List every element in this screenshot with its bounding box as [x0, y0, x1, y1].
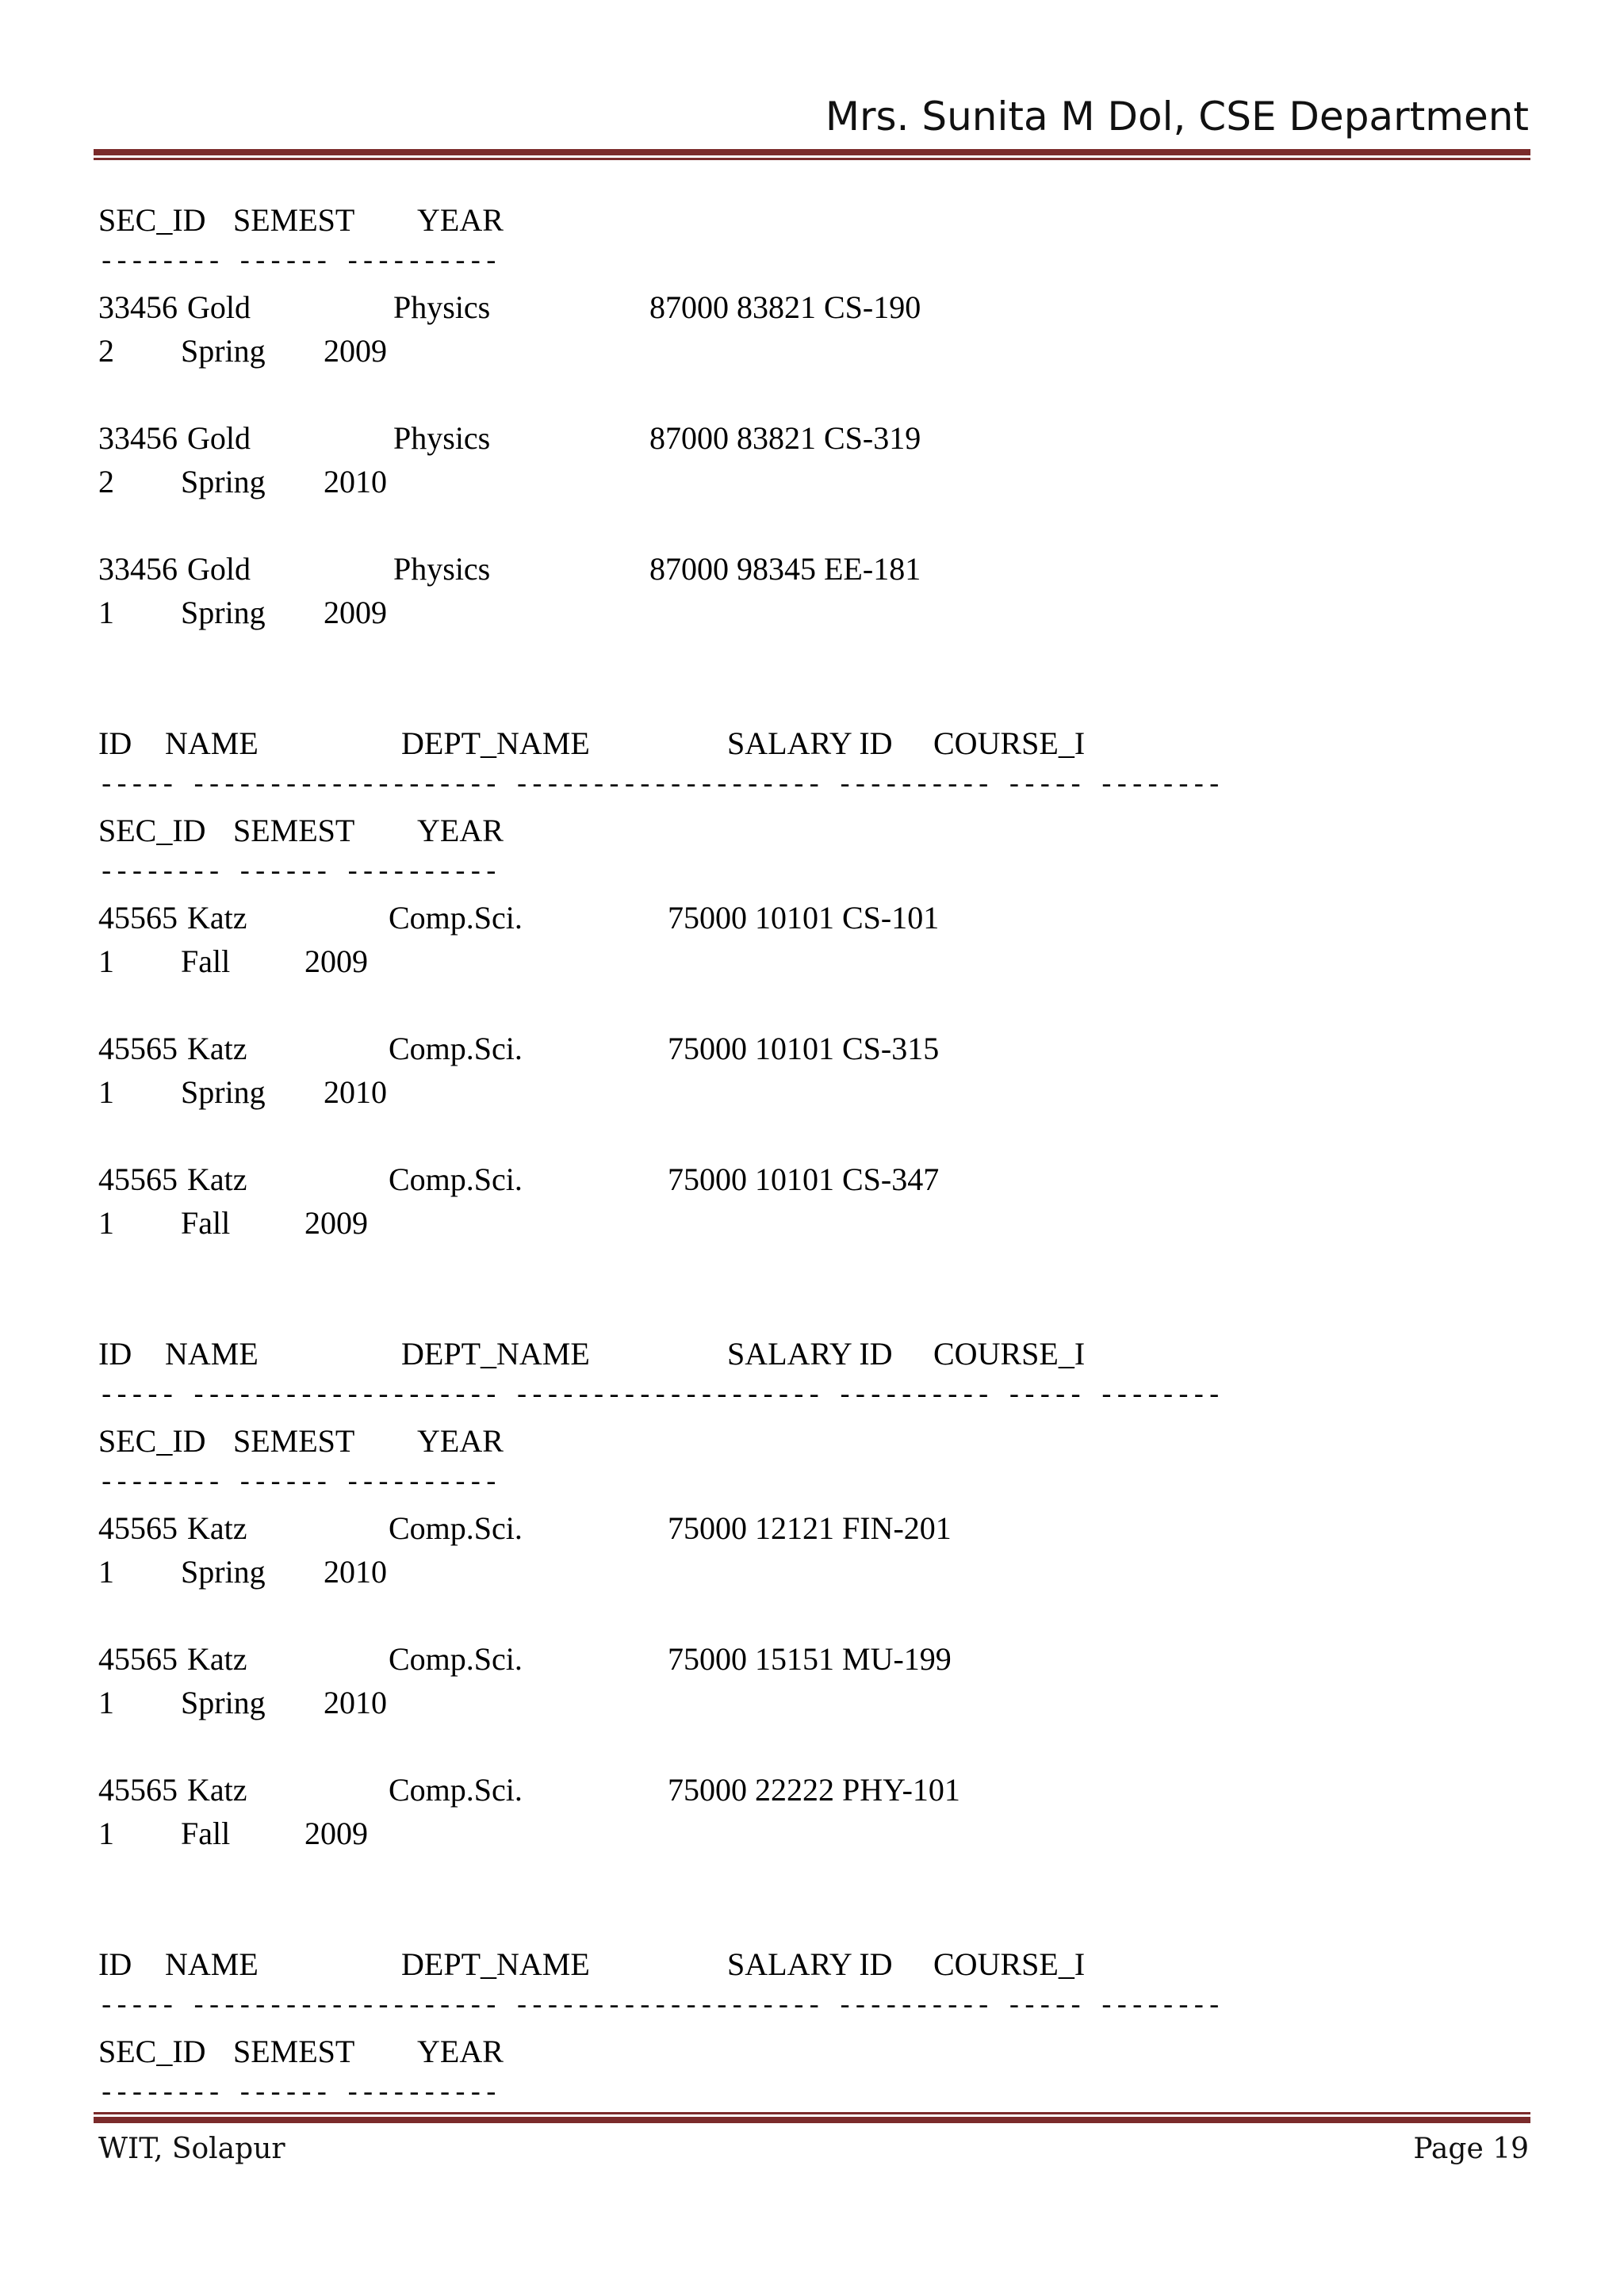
cell-rest: 75000 10101 CS-101: [668, 900, 940, 936]
dash-separator: -------- ------ ----------: [98, 248, 499, 278]
footer-rule-thick: [94, 2117, 1530, 2123]
result-row-sub: [98, 1070, 1526, 1114]
cell-name: Katz: [187, 1641, 247, 1677]
cell-name: Gold: [187, 551, 251, 587]
result-row-main: [98, 416, 1526, 460]
cell-year: 2009: [324, 595, 387, 630]
cell-name: Katz: [187, 900, 247, 936]
cell-semester: Spring: [181, 1685, 266, 1720]
cell-id: 45565: [98, 1161, 178, 1197]
cell-semester: Fall: [181, 1816, 231, 1851]
cell-year: 2009: [304, 943, 368, 979]
col-year: YEAR: [417, 813, 504, 848]
footer-institution: WIT, Solapur: [98, 2133, 285, 2165]
cell-id: 33456: [98, 289, 178, 325]
column-header-line-2: [98, 809, 1526, 852]
col-sec-id: SEC_ID: [98, 1423, 206, 1459]
cell-sec: 1: [98, 1554, 114, 1590]
separator-line-2: [98, 2073, 1526, 2117]
cell-year: 2009: [304, 1816, 368, 1851]
cell-name: Gold: [187, 420, 251, 456]
cell-rest: 75000 10101 CS-315: [668, 1031, 940, 1066]
cell-dept: Comp.Sci.: [389, 1031, 523, 1066]
result-row-main: [98, 1158, 1526, 1201]
dash-separator: -------- ------ ----------: [98, 2080, 499, 2110]
col-semest: SEMEST: [233, 202, 355, 238]
cell-semester: Spring: [181, 1554, 266, 1590]
cell-dept: Comp.Sci.: [389, 1510, 523, 1546]
result-row-sub: [98, 591, 1526, 634]
result-row-sub: [98, 1812, 1526, 1855]
cell-semester: Spring: [181, 333, 266, 369]
separator-line-1: [98, 765, 1526, 809]
result-row-sub: [98, 329, 1526, 373]
col-course-i: COURSE_I: [933, 1946, 1086, 1982]
col-course-i: COURSE_I: [933, 725, 1086, 761]
cell-dept: Physics: [393, 551, 491, 587]
dash-separator: -------- ------ ----------: [98, 859, 499, 889]
col-name: NAME: [165, 1336, 259, 1372]
cell-rest: 87000 98345 EE-181: [649, 551, 921, 587]
col-salary-id: SALARY ID: [727, 1946, 893, 1982]
dash-separator: ----- -------------------- -------------------- ---------- ----- --------: [98, 771, 1222, 802]
cell-year: 2010: [324, 1554, 387, 1590]
cell-name: Gold: [187, 289, 251, 325]
cell-id: 33456: [98, 420, 178, 456]
separator-line-2: [98, 1463, 1526, 1506]
result-row-main: [98, 1768, 1526, 1812]
col-dept-name: DEPT_NAME: [401, 1336, 590, 1372]
cell-semester: Spring: [181, 464, 266, 499]
result-row-sub: [98, 460, 1526, 503]
sql-output: [98, 198, 1526, 2117]
cell-id: 45565: [98, 900, 178, 936]
result-row-sub: [98, 1550, 1526, 1594]
dash-separator: ----- -------------------- -------------------- ---------- ----- --------: [98, 1992, 1222, 2022]
dash-separator: ----- -------------------- -------------------- ---------- ----- --------: [98, 1382, 1222, 1412]
col-semest: SEMEST: [233, 1423, 355, 1459]
page-header-title: Mrs. Sunita M Dol, CSE Department: [825, 94, 1529, 140]
col-salary-id: SALARY ID: [727, 1336, 893, 1372]
cell-name: Katz: [187, 1031, 247, 1066]
cell-year: 2010: [324, 1685, 387, 1720]
cell-dept: Comp.Sci.: [389, 900, 523, 936]
col-id: ID: [98, 725, 132, 761]
col-name: NAME: [165, 725, 259, 761]
col-dept-name: DEPT_NAME: [401, 725, 590, 761]
column-header-line-2: [98, 2030, 1526, 2073]
result-row-main: [98, 1027, 1526, 1070]
cell-sec: 1: [98, 595, 114, 630]
column-header-line-1: [98, 721, 1526, 765]
col-sec-id: SEC_ID: [98, 2034, 206, 2069]
cell-dept: Physics: [393, 420, 491, 456]
separator-line-2: [98, 242, 1526, 285]
column-header-line-2: [98, 1419, 1526, 1463]
cell-rest: 87000 83821 CS-190: [649, 289, 921, 325]
cell-rest: 75000 12121 FIN-201: [668, 1510, 952, 1546]
cell-sec: 2: [98, 333, 114, 369]
cell-year: 2010: [324, 464, 387, 499]
header-rule: [94, 149, 1530, 160]
col-year: YEAR: [417, 2034, 504, 2069]
cell-id: 45565: [98, 1510, 178, 1546]
separator-line-2: [98, 852, 1526, 896]
cell-id: 45565: [98, 1772, 178, 1808]
cell-rest: 75000 10101 CS-347: [668, 1161, 940, 1197]
col-course-i: COURSE_I: [933, 1336, 1086, 1372]
cell-semester: Fall: [181, 1205, 231, 1241]
result-row-sub: [98, 1681, 1526, 1724]
cell-id: 45565: [98, 1031, 178, 1066]
col-dept-name: DEPT_NAME: [401, 1946, 590, 1982]
header-rule-thick: [94, 149, 1530, 155]
cell-year: 2010: [324, 1074, 387, 1110]
column-header-line-1: [98, 1332, 1526, 1376]
footer-rule-thin: [94, 2112, 1530, 2114]
column-header-line-2: [98, 198, 1526, 242]
col-semest: SEMEST: [233, 813, 355, 848]
result-row-main: [98, 285, 1526, 329]
cell-sec: 1: [98, 1816, 114, 1851]
cell-sec: 1: [98, 1685, 114, 1720]
col-id: ID: [98, 1336, 132, 1372]
cell-name: Katz: [187, 1772, 247, 1808]
cell-semester: Spring: [181, 1074, 266, 1110]
cell-dept: Physics: [393, 289, 491, 325]
cell-sec: 2: [98, 464, 114, 499]
cell-semester: Fall: [181, 943, 231, 979]
separator-line-1: [98, 1376, 1526, 1419]
col-sec-id: SEC_ID: [98, 202, 206, 238]
cell-name: Katz: [187, 1161, 247, 1197]
result-row-main: [98, 1637, 1526, 1681]
col-name: NAME: [165, 1946, 259, 1982]
cell-sec: 1: [98, 943, 114, 979]
col-semest: SEMEST: [233, 2034, 355, 2069]
dash-separator: -------- ------ ----------: [98, 1469, 499, 1499]
page-number: Page 19: [1413, 2133, 1529, 2165]
cell-name: Katz: [187, 1510, 247, 1546]
col-id: ID: [98, 1946, 132, 1982]
cell-rest: 87000 83821 CS-319: [649, 420, 921, 456]
header-rule-thin: [94, 158, 1530, 160]
cell-dept: Comp.Sci.: [389, 1772, 523, 1808]
result-row-sub: [98, 939, 1526, 983]
cell-dept: Comp.Sci.: [389, 1161, 523, 1197]
cell-rest: 75000 15151 MU-199: [668, 1641, 952, 1677]
cell-sec: 1: [98, 1205, 114, 1241]
col-year: YEAR: [417, 202, 504, 238]
cell-year: 2009: [324, 333, 387, 369]
result-row-main: [98, 1506, 1526, 1550]
cell-sec: 1: [98, 1074, 114, 1110]
footer-rule: [94, 2112, 1530, 2123]
cell-rest: 75000 22222 PHY-101: [668, 1772, 960, 1808]
col-sec-id: SEC_ID: [98, 813, 206, 848]
cell-year: 2009: [304, 1205, 368, 1241]
cell-id: 45565: [98, 1641, 178, 1677]
column-header-line-1: [98, 1942, 1526, 1986]
result-row-main: [98, 896, 1526, 939]
result-row-main: [98, 547, 1526, 591]
cell-id: 33456: [98, 551, 178, 587]
cell-semester: Spring: [181, 595, 266, 630]
col-salary-id: SALARY ID: [727, 725, 893, 761]
col-year: YEAR: [417, 1423, 504, 1459]
cell-dept: Comp.Sci.: [389, 1641, 523, 1677]
separator-line-1: [98, 1986, 1526, 2030]
result-row-sub: [98, 1201, 1526, 1245]
